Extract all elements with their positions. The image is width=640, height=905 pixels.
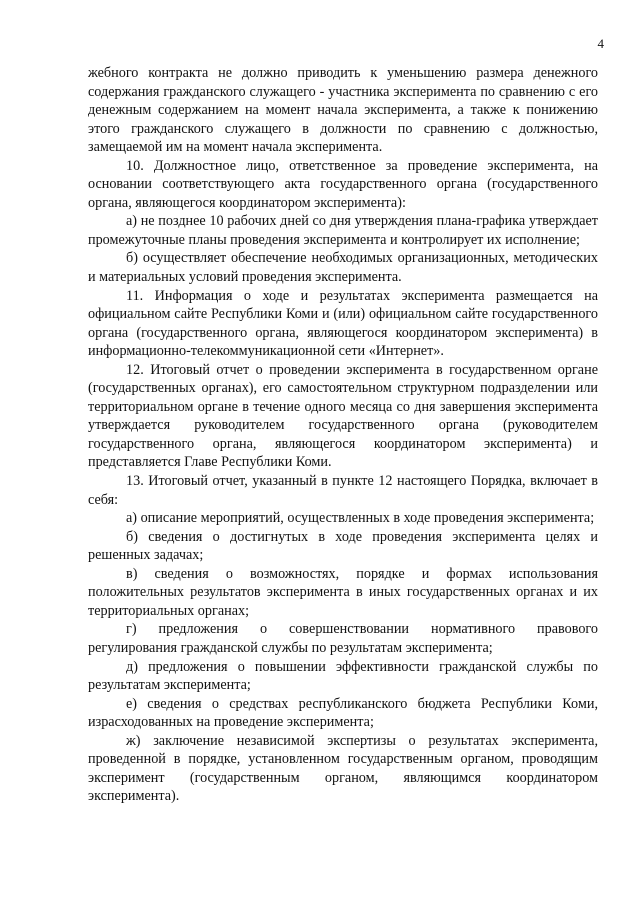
paragraph-item-13: 13. Итоговый отчет, указанный в пункте 12 настоящего Порядка, включает в себя: — [88, 473, 598, 508]
paragraph-continuation: жебного контракта не должно приводить к уменьшению размера денежного содержания гражданского служащего - участника эксперимента по сравнению с его денежным содержанием на момент начала эксперимента, а также к понижению этого гражданского служащего в должности по сравнению с должностью, замещаемой им на момент начала эксперимента. — [88, 65, 598, 156]
paragraph-item-13c: в) сведения о возможностях, порядке и формах использования положительных результатов эксперимента в иных государственных органах и их территориальных органах; — [88, 565, 598, 619]
paragraph-item-13f: е) сведения о средствах республиканского бюджета Республики Коми, израсходованных на проведение эксперимента; — [88, 695, 598, 731]
paragraph-item-11: 11. Информация о ходе и результатах эксперимента размещается на официальном сайте Республики Коми и (или) официальном сайте государственного органа (государственного органа, являющегося координатором эксперимента) в информационно-телекоммуникационной сети «Интернет». — [88, 287, 598, 360]
page-number: 4 — [597, 36, 604, 51]
paragraph-item-13b: б) сведения о достигнутых в ходе проведения эксперимента целях и решенных задачах; — [88, 528, 598, 564]
paragraph-item-13e: д) предложения о повышении эффективности гражданской службы по результатам эксперимента; — [88, 658, 598, 694]
document-body — [88, 64, 598, 806]
paragraph-item-10a: а) не позднее 10 рабочих дней со дня утверждения плана-графика утверждает промежуточные планы проведения эксперимента и контролирует их исполнение; — [88, 213, 598, 248]
paragraph-item-10b: б) осуществляет обеспечение необходимых организационных, методических и материальных условий проведения эксперимента. — [88, 250, 598, 286]
paragraph-item-13g: ж) заключение независимой экспертизы о результатах эксперимента, проведенной в порядке, установленном государственным органом, проводящим эксперимент (государственным органом, являющимся координатором эксперимента). — [88, 732, 598, 805]
paragraph-item-13a: а) описание мероприятий, осуществленных в ходе проведения эксперимента; — [126, 510, 595, 527]
paragraph-item-12: 12. Итоговый отчет о проведении эксперимента в государственном органе (государственных органах), его самостоятельном структурном подразделении или территориальном органе в течение одного месяца со дня завершения эксперимента утверждается руководителем государственного органа (руководителем государственного органа, являющегося координатором эксперимента) и представляется Главе Республики Коми. — [88, 361, 598, 471]
paragraph-item-10: 10. Должностное лицо, ответственное за проведение эксперимента, на основании соответствующего акта государственного органа (государственного органа, являющегося координатором эксперимента): — [88, 157, 598, 211]
paragraph-item-13d: г) предложения о совершенствовании нормативного правового регулирования гражданской службы по результатам эксперимента; — [88, 621, 598, 656]
